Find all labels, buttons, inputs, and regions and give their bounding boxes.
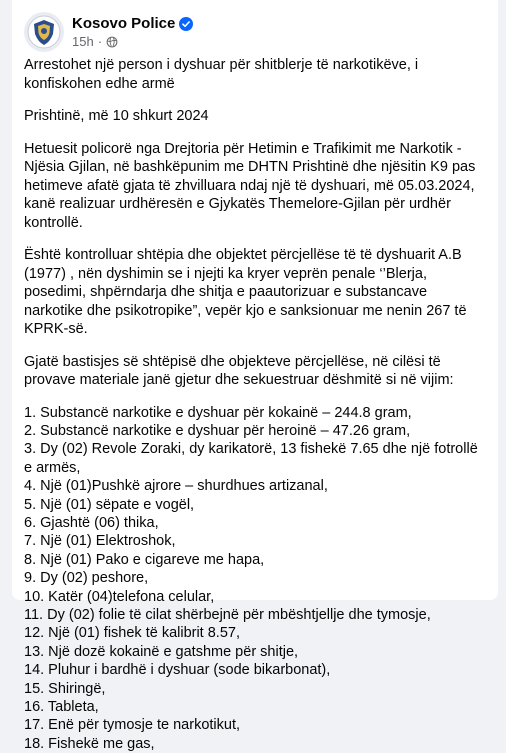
kosovo-police-emblem-icon[interactable] bbox=[24, 12, 64, 52]
list-item: 9. Dy (02) peshore, bbox=[24, 569, 486, 587]
post-time[interactable]: 15h bbox=[72, 34, 94, 49]
list-item: 5. Një (01) sëpate e vogël, bbox=[24, 496, 486, 514]
globe-icon[interactable] bbox=[106, 36, 118, 48]
list-item: 15. Shiringë, bbox=[24, 680, 486, 698]
verified-badge-icon bbox=[179, 17, 193, 31]
post-headline: Arrestohet një person i dyshuar për shitblerje të narkotikëve, i konfiskohen edhe armë bbox=[24, 56, 486, 93]
list-item: 8. Një (01) Pako e cigareve me hapa, bbox=[24, 551, 486, 569]
list-item: 16. Tableta, bbox=[24, 698, 486, 716]
post-header bbox=[12, 0, 498, 52]
list-item: 10. Katër (04)telefona celular, bbox=[24, 588, 486, 606]
list-item: 12. Një (01) fishek të kalibrit 8.57, bbox=[24, 624, 486, 642]
list-item: 3. Dy (02) Revole Zoraki, dy karikatorë, 13 fishekë 7.65 dhe një fotrollë e armës, bbox=[24, 440, 486, 477]
evidence-list bbox=[24, 404, 486, 753]
author-row bbox=[72, 15, 193, 32]
list-item: 18. Fishekë me gas, bbox=[24, 735, 486, 753]
list-item: 13. Një dozë kokainë e gatshme për shitje, bbox=[24, 643, 486, 661]
post-card bbox=[12, 0, 498, 600]
list-item: 7. Një (01) Elektroshok, bbox=[24, 532, 486, 550]
post-paragraph: Hetuesit policorë nga Drejtoria për Hetimin e Trafikimit me Narkotik - Njësia Gjilan, në bashkëpunim me DHTN Prishtinë dhe njësitin K9 pas hetimeve afatë gjata të zhvilluara ndaj një të dyshuari, më 05.03.2024, kanë realizuar urdhëresën e Gjykatës Themelore-Gjilan për urdhër kontrollë. bbox=[24, 140, 486, 233]
list-item: 1. Substancë narkotike e dyshuar për kokainë – 244.8 gram, bbox=[24, 404, 486, 422]
timestamp-row bbox=[72, 34, 193, 49]
list-item: 2. Substancë narkotike e dyshuar për heroinë – 47.26 gram, bbox=[24, 422, 486, 440]
separator-dot: · bbox=[98, 34, 102, 49]
list-item: 11. Dy (02) folie të cilat shërbejnë për mbështjellje dhe tymosje, bbox=[24, 606, 486, 624]
post-paragraph: Është kontrolluar shtëpia dhe objektet përcjellëse të të dyshuarit A.B (1977) , nën dyshimin se i njejti ka kryer veprën penale ‘’Blerja, posedimi, shpërndarja dhe shitja e paautorizuar e substancave narkotike dhe psikotropike”, vepër kjo e sanksionuar me nenin 267 të KPRK-së. bbox=[24, 246, 486, 339]
author-name[interactable]: Kosovo Police bbox=[72, 15, 175, 32]
post-paragraph: Gjatë bastisjes së shtëpisë dhe objekteve përcjellëse, në cilësi të provave materiale janë gjetur dhe sekuestruar dëshmitë si në vijim: bbox=[24, 353, 486, 390]
list-item: 14. Pluhur i bardhë i dyshuar (sode bikarbonat), bbox=[24, 661, 486, 679]
list-item: 6. Gjashtë (06) thika, bbox=[24, 514, 486, 532]
list-item: 4. Një (01)Pushkë ajrore – shurdhues artizanal, bbox=[24, 477, 486, 495]
post-meta bbox=[72, 15, 193, 49]
post-dateline: Prishtinë, më 10 shkurt 2024 bbox=[24, 107, 486, 126]
post-body bbox=[12, 52, 498, 753]
list-item: 17. Enë për tymosje te narkotikut, bbox=[24, 716, 486, 734]
